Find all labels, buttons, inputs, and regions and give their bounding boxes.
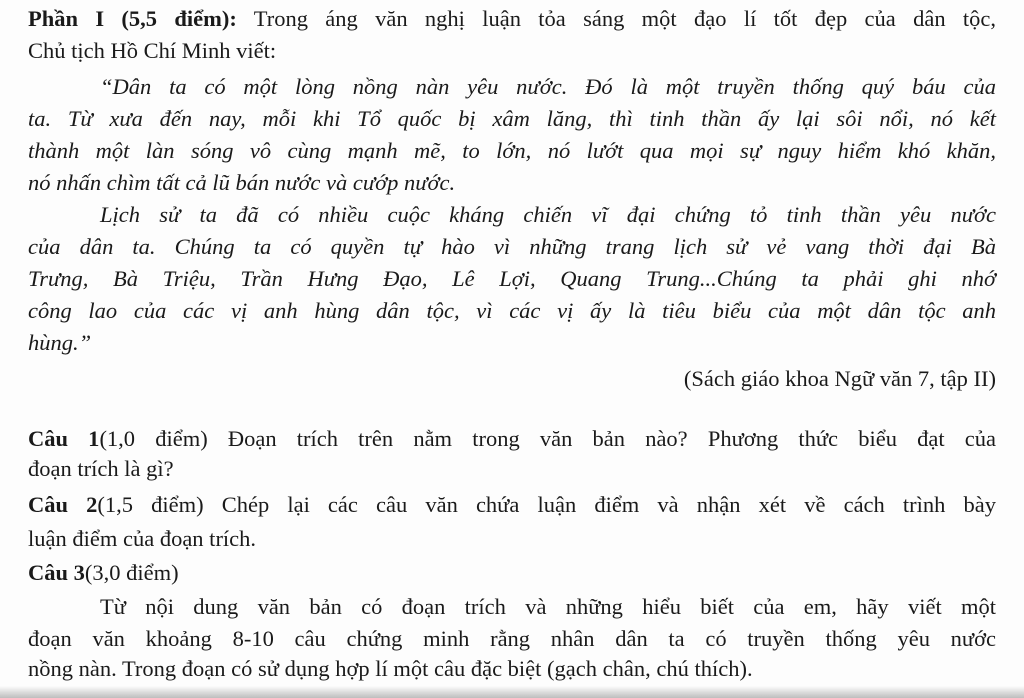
question-1-label: Câu 1 bbox=[28, 426, 100, 451]
quote-line-6: của dân ta. Chúng ta có quyền tự hào vì những trang lịch sử vẻ vang thời đại Bà bbox=[28, 234, 996, 259]
quote-line-7: Trưng, Bà Triệu, Trần Hưng Đạo, Lê Lợi, Quang Trung...Chúng ta phải ghi nhớ bbox=[28, 266, 996, 291]
quote-line-3: thành một làn sóng vô cùng mạnh mẽ, to lớn, nó lướt qua mọi sự nguy hiểm khó khăn, bbox=[28, 138, 996, 163]
question-2-label: Câu 2 bbox=[28, 492, 98, 517]
question-3-label: Câu 3 bbox=[28, 560, 85, 585]
quote-source: (Sách giáo khoa Ngữ văn 7, tập II) bbox=[683, 366, 996, 391]
quote-line-1: “Dân ta có một lòng nồng nàn yêu nước. Đó là một truyền thống quý báu của bbox=[100, 74, 996, 99]
question-1-line-2: đoạn trích là gì? bbox=[28, 456, 174, 481]
part-intro-text-1: Trong áng văn nghị luận tỏa sáng một đạo lí tốt đẹp của dân tộc, bbox=[253, 6, 997, 31]
question-2-line-2: luận điểm của đoạn trích. bbox=[28, 526, 257, 551]
question-3-line-3: nồng nàn. Trong đoạn có sử dụng hợp lí một câu đặc biệt (gạch chân, chú thích). bbox=[28, 656, 753, 681]
part-intro-line-1 bbox=[28, 4, 996, 34]
question-2-text-1: (1,5 điểm) Chép lại các câu văn chứa luận điểm và nhận xét về cách trình bày bbox=[97, 492, 996, 517]
part-heading: Phần I (5,5 điểm): bbox=[28, 6, 237, 31]
question-1-text-1: (1,0 điểm) Đoạn trích trên nằm trong văn bản nào? Phương thức biểu đạt của bbox=[99, 426, 996, 451]
bottom-edge-shadow bbox=[0, 686, 1024, 698]
quote-line-4: nó nhấn chìm tất cả lũ bán nước và cướp nước. bbox=[28, 170, 456, 195]
question-3-line-1: Từ nội dung văn bản có đoạn trích và những hiểu biết của em, hãy viết một bbox=[100, 594, 996, 619]
question-2-line-1 bbox=[28, 490, 996, 520]
quote-line-8: công lao của các vị anh hùng dân tộc, vì các vị ấy là tiêu biểu của một dân tộc anh bbox=[28, 298, 996, 323]
question-3-line-0 bbox=[28, 558, 996, 588]
quote-line-2: ta. Từ xưa đến nay, mỗi khi Tổ quốc bị xâm lăng, thì tinh thần ấy lại sôi nổi, nó kết bbox=[28, 106, 996, 131]
question-3-points: (3,0 điểm) bbox=[84, 560, 179, 585]
quote-line-5: Lịch sử ta đã có nhiều cuộc kháng chiến vĩ đại chứng tỏ tinh thần yêu nước bbox=[100, 202, 996, 227]
question-1-line-1 bbox=[28, 424, 996, 454]
quote-line-9: hùng.” bbox=[28, 330, 92, 355]
question-3-line-2: đoạn văn khoảng 8-10 câu chứng minh rằng nhân dân ta có truyền thống yêu nước bbox=[28, 626, 996, 651]
part-intro-line-2: Chủ tịch Hồ Chí Minh viết: bbox=[28, 38, 277, 63]
